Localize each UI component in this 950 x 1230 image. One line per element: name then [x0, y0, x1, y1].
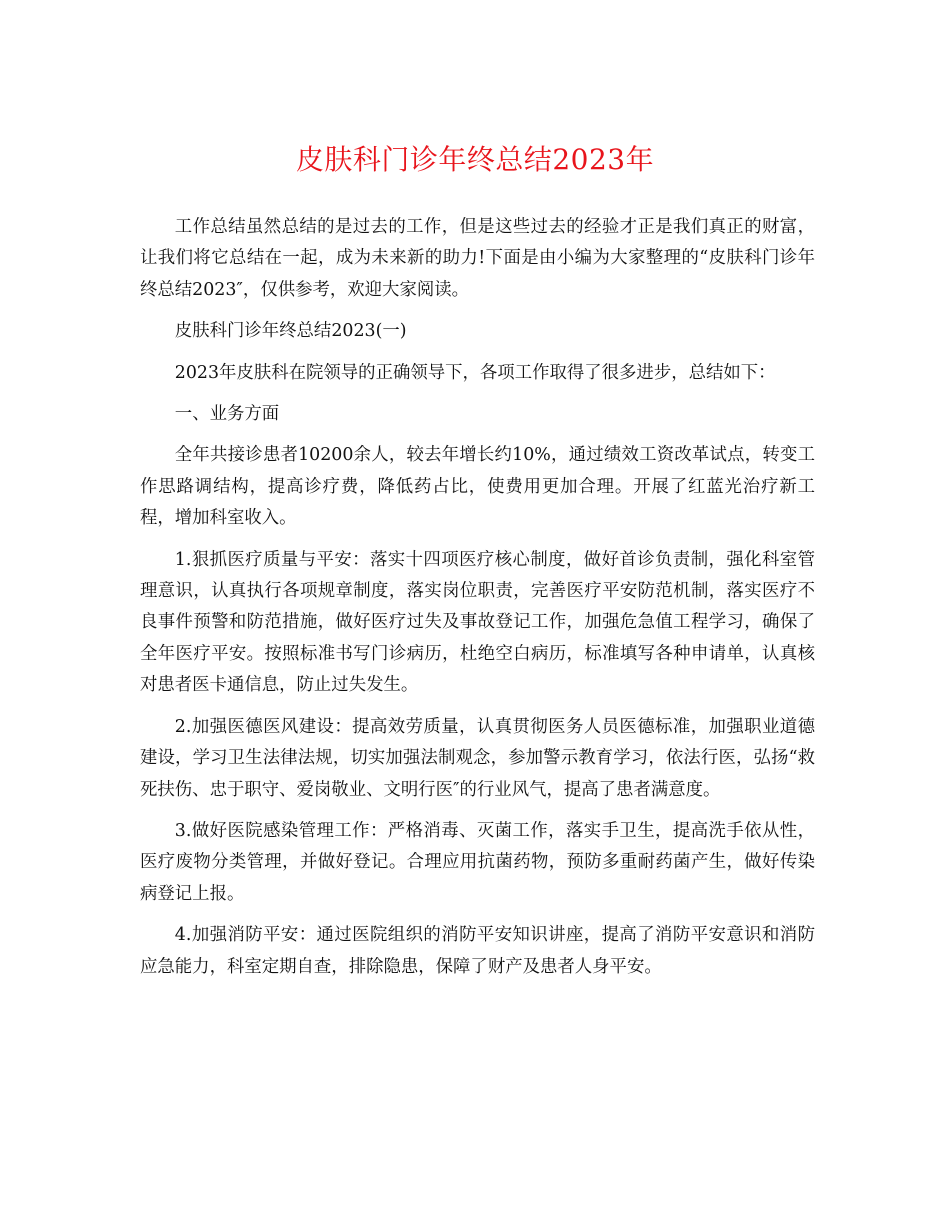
- document-title: 皮肤科门诊年终总结2023年: [295, 143, 655, 176]
- paragraph-item-4: 4.加强消防平安：通过医院组织的消防平安知识讲座，提高了消防平安意识和消防应急能力，科室定期自查，排除隐患，保障了财产及患者人身平安。: [140, 925, 815, 977]
- paragraph-patient-stats: 全年共接诊患者10200余人，较去年增长约10%，通过绩效工资改革试点，转变工作思路调结构，提高诊疗费，降低药占比，使费用更加合理。开展了红蓝光治疗新工程，增加科室收入。: [140, 445, 815, 529]
- paragraph-business-heading: 一、业务方面: [174, 404, 280, 425]
- paragraph-section-heading: 皮肤科门诊年终总结2023(一): [174, 321, 407, 342]
- paragraph-intro: 工作总结虽然总结的是过去的工作，但是这些过去的经验才正是我们真正的财富，让我们将它总结在一起，成为未来新的助力!下面是由小编为大家整理的“皮肤科门诊年终总结2023″，仅供参考，欢迎大家阅读。: [140, 217, 815, 300]
- paragraph-item-2: 2.加强医德医风建设：提高效劳质量，认真贯彻医务人员医德标准，加强职业道德建设，学习卫生法律法规，切实加强法制观念，参加警示教育学习，依法行医，弘扬“救死扶伤、忠于职守、爱岗敬业、文明行医″的行业风气，提高了患者满意度。: [140, 716, 815, 800]
- paragraph-item-3: 3.做好医院感染管理工作：严格消毒、灭菌工作，落实手卫生，提高洗手依从性，医疗废物分类管理，并做好登记。合理应用抗菌药物，预防多重耐药菌产生，做好传染病登记上报。: [140, 820, 815, 904]
- document-body: [140, 212, 815, 993]
- paragraph-item-1: 1.狠抓医疗质量与平安：落实十四项医疗核心制度，做好首诊负责制，强化科室管理意识，认真执行各项规章制度，落实岗位职责，完善医疗平安防范机制，落实医疗不良事件预警和防范措施，做好医疗过失及事故登记工作，加强危急值工程学习，确保了全年医疗平安。按照标准书写门诊病历，杜绝空白病历，标准填写各种申请单，认真核对患者医卡通信息，防止过失发生。: [140, 549, 815, 696]
- paragraph-summary-lead: 2023年皮肤科在院领导的正确领导下，各项工作取得了很多进步，总结如下：: [174, 362, 776, 383]
